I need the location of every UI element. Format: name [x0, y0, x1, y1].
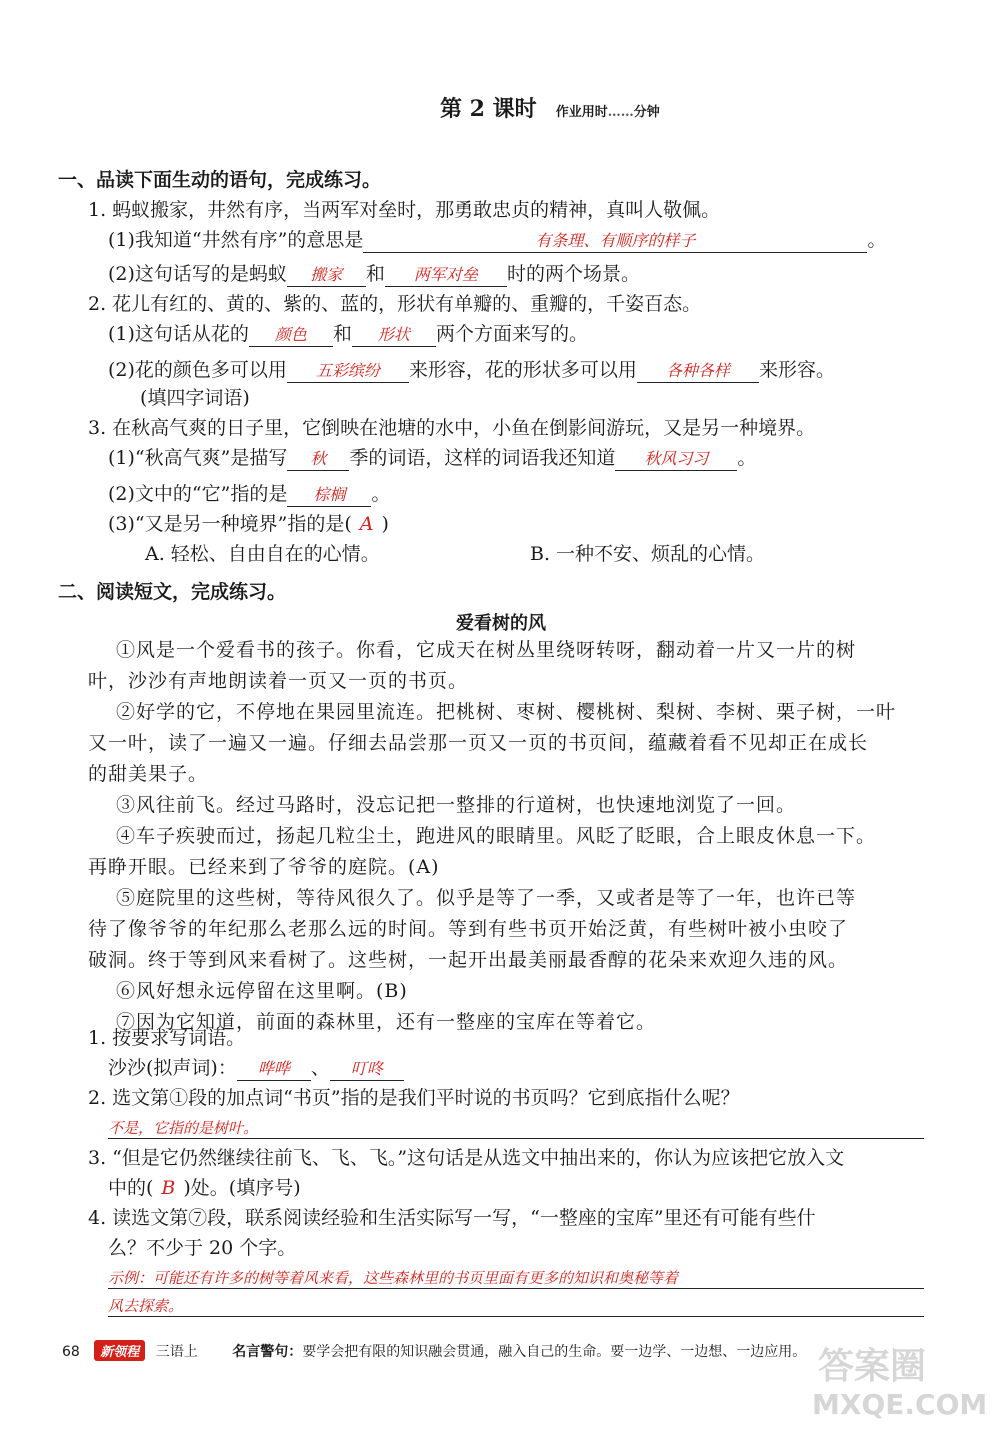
article-line: 的甜美果子。 [88, 763, 209, 785]
q2-sub1-answer2: 形状 [352, 324, 436, 347]
article-line: ①风是一个爱看书的孩子。你看，它成天在树丛里绕呀转呀，翻动着一片又一片的树 [116, 639, 857, 661]
article-line: 再睁开眼。已经来到了爷爷的庭院。(A) [88, 856, 440, 878]
q3-sub1-answer2: 秋风习习 [615, 448, 737, 471]
quote-text: 要学会把有限的知识融会贯通，融入自己的生命。要一边学、一边想、一边应用。 [302, 1344, 807, 1360]
q3-sub1-prefix: (1)“秋高气爽”是描写 [108, 447, 288, 469]
q3-sub3-prefix: (3)“又是另一种境界”指的是( [108, 513, 352, 535]
q2-sub2 [108, 358, 835, 383]
lesson-number: 第 2 课时 [440, 96, 537, 122]
grade-label: 三语上 [155, 1344, 198, 1360]
q1-sub2-answer2: 两军对垒 [385, 264, 507, 287]
q3-option-a: A. 轻松、自由自在的心情。 [145, 543, 380, 565]
q3-sub1-suffix: 。 [737, 447, 757, 469]
s2-q2-stem: 2. 选文第①段的加点词“书页”指的是我们平时说的书页吗？它到底指什么呢？ [88, 1087, 740, 1109]
article-line: ④车子疾驶而过，扬起几粒尘土，跑进风的眼睛里。风眨了眨眼，合上眼皮休息一下。 [116, 825, 877, 847]
q2-sub1-mid: 和 [332, 323, 352, 345]
q3-sub3-suffix: ) [381, 513, 389, 535]
q1-sub1-answer: 有条理、有顺序的样子 [363, 230, 867, 253]
article-line: ⑦因为它知道，前面的森林里，还有一整座的宝库在等着它。 [116, 1011, 657, 1033]
s2-q2-answer: 不是，它指的是树叶。 [108, 1119, 259, 1137]
q3-sub1-mid: 季的词语，这样的词语我还知道 [349, 447, 616, 469]
q3-sub1-answer1: 秋 [287, 448, 349, 471]
page-number: 68 [62, 1344, 80, 1360]
section2-heading: 二、阅读短文，完成练习。 [58, 581, 287, 603]
q1-sub1-suffix: 。 [867, 229, 887, 251]
q2-sub1-answer1: 颜色 [249, 324, 333, 347]
q2-sub1-prefix: (1)这句话从花的 [108, 323, 249, 345]
s2-q4-answer-line1: 示例：可能还有许多的树等着风来看，这些森林里的书页里面有更多的知识和奥秘等着 [108, 1269, 679, 1287]
q2-sub2-suffix: 来形容。 [758, 359, 835, 381]
s2-q3-answer: B [161, 1177, 176, 1199]
article-line: 又一叶，读了一遍又一遍。仔细去品尝那一页又一页的书页间，蕴藏着看不见却正在成长 [88, 732, 869, 754]
q1-sub2-mid: 和 [365, 263, 385, 285]
article-line: 破洞。终于等到风来看树了。这些树，一起开出最美丽最香醇的花朵来欢迎久违的风。 [88, 949, 849, 971]
s2-q1-answer2: 叮咚 [330, 1058, 404, 1081]
q1-sub1-prefix: (1)我知道“井然有序”的意思是 [108, 229, 364, 251]
section1-heading: 一、品读下面生动的语句，完成练习。 [58, 169, 382, 191]
article-line: ③风往前飞。经过马路时，没忘记把一整排的行道树，也快速地浏览了一回。 [116, 794, 797, 816]
s2-q1-stem: 1. 按要求写词语。 [88, 1027, 246, 1049]
q3-sub2-suffix: 。 [371, 483, 391, 505]
q1-sub1 [108, 228, 886, 253]
q3-sub2-prefix: (2)文中的“它”指的是 [108, 483, 288, 505]
q2-note: (填四字词语) [140, 387, 250, 409]
watermark-logo: 答案圈 [818, 1346, 927, 1387]
q3-sub2 [108, 482, 390, 507]
q1-sub2-answer1: 搬家 [287, 264, 366, 287]
q1-sub2 [108, 262, 640, 287]
s2-q1-answer1: 哗哗 [237, 1058, 311, 1081]
q2-sub2-prefix: (2)花的颜色多可以用 [108, 359, 287, 381]
article-line: 叶，沙沙有声地朗读着一页又一页的书页。 [88, 670, 469, 692]
article-line: ②好学的它，不停地在果园里流连。把桃树、枣树、樱桃树、梨树、李树、栗子树，一叶 [116, 701, 897, 723]
answer-rule [108, 1288, 924, 1289]
s2-q1-prefix: 沙沙(拟声词)： [108, 1057, 237, 1079]
article-line: ⑥风好想永远停留在这里啊。(B) [116, 980, 408, 1002]
q2-sub1-suffix: 两个方面来写的。 [435, 323, 588, 345]
q2-sub2-mid: 来形容，花的形状多可以用 [408, 359, 637, 381]
answer-rule [108, 1316, 924, 1317]
brand-logo: 新领程 [94, 1340, 145, 1361]
s2-q1-answer-line [108, 1056, 404, 1081]
article-line: 待了像爷爷的年纪那么老那么远的时间。等到有些书页开始泛黄，有些树叶被小虫咬了 [88, 918, 849, 940]
q1-sub2-prefix: (2)这句话写的是蚂蚁 [108, 263, 287, 285]
homework-time-label: 作业用时 [555, 105, 608, 120]
article-line: ⑤庭院里的这些树，等待风很久了。似乎是等了一季，又或者是等了一年，也许已等 [116, 887, 857, 909]
homework-time-unit: 分钟 [633, 105, 660, 120]
q3-sub1 [108, 446, 756, 471]
s2-q3-prefix: 中的( [108, 1177, 154, 1199]
answer-rule [108, 1138, 924, 1139]
s2-q3-line2 [108, 1176, 301, 1200]
q3-option-b: B. 一种不安、烦乱的心情。 [530, 543, 766, 565]
s2-q3-line1: 3. “但是它仍然继续往前飞、飞、飞。”这句话是从选文中抽出来的，你认为应该把它放入文 [88, 1147, 845, 1169]
s2-q4-line2: 么？不少于 20 个字。 [108, 1237, 297, 1259]
q1-stem: 1. 蚂蚁搬家，井然有序，当两军对垒时，那勇敢忠贞的精神，真叫人敬佩。 [88, 199, 721, 221]
watermark-url: MXQE.COM [812, 1388, 988, 1421]
s2-q1-sep: 、 [310, 1057, 330, 1079]
page-footer [62, 1340, 806, 1361]
q2-sub2-answer2: 各种各样 [637, 360, 759, 383]
q2-stem: 2. 花儿有红的、黄的、紫的、蓝的，形状有单瓣的、重瓣的，千姿百态。 [88, 293, 702, 315]
q1-sub2-suffix: 时的两个场景。 [506, 263, 640, 285]
article-title: 爱看树的风 [456, 613, 546, 634]
q2-sub2-answer1: 五彩缤纷 [287, 360, 409, 383]
s2-q3-suffix: )处。(填序号) [183, 1177, 301, 1199]
lesson-title [440, 92, 660, 123]
q3-sub3 [108, 512, 389, 536]
homework-time-dots: …… [607, 105, 634, 120]
q3-stem: 3. 在秋高气爽的日子里，它倒映在池塘的水中，小鱼在倒影间游玩，又是另一种境界。 [88, 417, 816, 439]
q2-sub1 [108, 322, 588, 347]
s2-q4-line1: 4. 读选文第⑦段，联系阅读经验和生活实际写一写，“一整座的宝库”里还有可能有些什 [88, 1207, 816, 1229]
s2-q4-answer-line2: 风去探索。 [108, 1297, 184, 1315]
q3-sub3-answer: A [359, 513, 374, 535]
q3-sub2-answer: 棕榈 [287, 484, 371, 507]
quote-label: 名言警句： [232, 1344, 303, 1360]
